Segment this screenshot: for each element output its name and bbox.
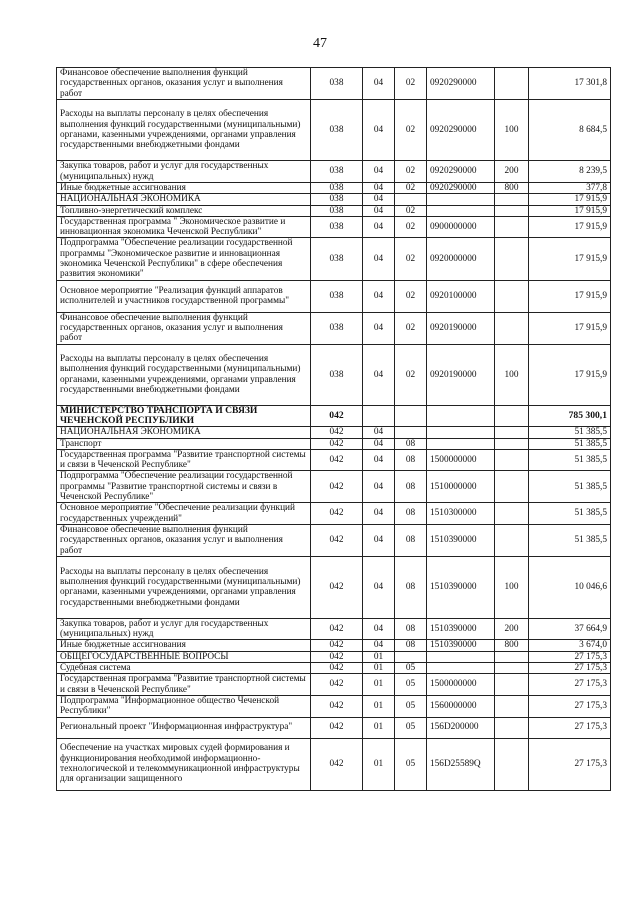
row-sum: 27 175,3 <box>529 651 611 662</box>
row-expense-type <box>495 238 529 280</box>
row-section: 04 <box>363 238 395 280</box>
row-name: ОБЩЕГОСУДАРСТВЕННЫЕ ВОПРОСЫ <box>57 651 311 662</box>
row-section: 04 <box>363 68 395 100</box>
row-target-article: 0920290000 <box>427 183 495 194</box>
row-name: Региональный проект "Информационная инфраструктура" <box>57 717 311 738</box>
row-code: 038 <box>311 344 363 405</box>
row-code: 042 <box>311 405 363 427</box>
row-section: 04 <box>363 100 395 161</box>
row-code: 042 <box>311 651 363 662</box>
row-section: 04 <box>363 205 395 216</box>
row-name: Транспорт <box>57 438 311 449</box>
row-section: 01 <box>363 674 395 696</box>
row-name: Закупка товаров, работ и услуг для государственных (муниципальных) нужд <box>57 618 311 640</box>
row-sum: 27 175,3 <box>529 674 611 696</box>
row-expense-type <box>495 194 529 205</box>
row-code: 038 <box>311 205 363 216</box>
row-section: 01 <box>363 663 395 674</box>
row-expense-type <box>495 280 529 312</box>
row-subsection: 02 <box>395 100 427 161</box>
table-row <box>57 618 611 640</box>
row-section: 04 <box>363 618 395 640</box>
row-sum: 51 385,5 <box>529 471 611 503</box>
row-expense-type: 100 <box>495 100 529 161</box>
row-code: 042 <box>311 640 363 651</box>
table-row <box>57 449 611 471</box>
row-name: НАЦИОНАЛЬНАЯ ЭКОНОМИКА <box>57 427 311 438</box>
row-subsection: 08 <box>395 618 427 640</box>
table-row <box>57 674 611 696</box>
row-subsection <box>395 427 427 438</box>
row-section: 04 <box>363 640 395 651</box>
row-name: Основное мероприятие "Обеспечение реализации функций государственных учреждений" <box>57 503 311 525</box>
row-subsection: 02 <box>395 183 427 194</box>
row-expense-type: 100 <box>495 344 529 405</box>
table-row <box>57 663 611 674</box>
row-code: 042 <box>311 471 363 503</box>
row-subsection: 05 <box>395 717 427 738</box>
row-code: 042 <box>311 717 363 738</box>
row-target-article <box>427 438 495 449</box>
row-expense-type <box>495 216 529 238</box>
row-name: Судебная система <box>57 663 311 674</box>
row-target-article: 1510390000 <box>427 640 495 651</box>
row-name: Финансовое обеспечение выполнения функций государственных органов, оказания услуг и выполнения работ <box>57 68 311 100</box>
table-row <box>57 717 611 738</box>
row-name: Финансовое обеспечение выполнения функций государственных органов, оказания услуг и выполнения работ <box>57 312 311 344</box>
row-expense-type <box>495 405 529 427</box>
table-row <box>57 194 611 205</box>
row-subsection: 05 <box>395 695 427 717</box>
table-row <box>57 640 611 651</box>
row-expense-type <box>495 68 529 100</box>
row-code: 042 <box>311 556 363 618</box>
row-target-article <box>427 205 495 216</box>
row-section: 04 <box>363 556 395 618</box>
row-section: 01 <box>363 695 395 717</box>
row-expense-type: 200 <box>495 161 529 183</box>
row-section: 04 <box>363 438 395 449</box>
row-target-article: 1510390000 <box>427 618 495 640</box>
row-sum: 51 385,5 <box>529 524 611 556</box>
row-subsection: 08 <box>395 449 427 471</box>
row-expense-type <box>495 312 529 344</box>
row-section: 04 <box>363 183 395 194</box>
row-section: 04 <box>363 471 395 503</box>
row-sum: 27 175,3 <box>529 663 611 674</box>
row-code: 042 <box>311 524 363 556</box>
table-row <box>57 183 611 194</box>
row-section: 04 <box>363 344 395 405</box>
row-sum: 27 175,3 <box>529 738 611 790</box>
row-section: 01 <box>363 738 395 790</box>
row-code: 042 <box>311 674 363 696</box>
table-row <box>57 100 611 161</box>
row-target-article <box>427 194 495 205</box>
row-subsection: 02 <box>395 238 427 280</box>
row-target-article: 1510000000 <box>427 471 495 503</box>
row-subsection: 08 <box>395 438 427 449</box>
row-sum: 17 915,9 <box>529 280 611 312</box>
row-subsection: 02 <box>395 344 427 405</box>
row-expense-type <box>495 524 529 556</box>
row-expense-type <box>495 471 529 503</box>
row-code: 042 <box>311 438 363 449</box>
table-row <box>57 68 611 100</box>
row-subsection: 05 <box>395 663 427 674</box>
row-subsection: 02 <box>395 216 427 238</box>
row-name: Подпрограмма "Обеспечение реализации государственной программы "Экономическое развитие и инновационная экономика Чеченской Республики" в сфере обеспечения развития экономики" <box>57 238 311 280</box>
page-number: 47 <box>313 36 327 51</box>
row-code: 038 <box>311 183 363 194</box>
table-row <box>57 216 611 238</box>
row-subsection: 05 <box>395 674 427 696</box>
row-code: 042 <box>311 663 363 674</box>
budget-table <box>56 67 611 791</box>
row-subsection: 08 <box>395 640 427 651</box>
row-sum: 17 915,9 <box>529 238 611 280</box>
row-section <box>363 405 395 427</box>
row-expense-type <box>495 717 529 738</box>
row-subsection <box>395 651 427 662</box>
row-target-article: 0920100000 <box>427 280 495 312</box>
row-name: Финансовое обеспечение выполнения функций государственных органов, оказания услуг и выполнения работ <box>57 524 311 556</box>
row-target-article: 1560000000 <box>427 695 495 717</box>
row-expense-type <box>495 738 529 790</box>
row-target-article: 156D200000 <box>427 717 495 738</box>
row-subsection: 02 <box>395 280 427 312</box>
row-code: 038 <box>311 194 363 205</box>
table-row <box>57 524 611 556</box>
budget-table-body <box>57 68 611 791</box>
row-sum: 8 239,5 <box>529 161 611 183</box>
row-code: 038 <box>311 100 363 161</box>
row-section: 04 <box>363 449 395 471</box>
table-row <box>57 471 611 503</box>
row-section: 04 <box>363 524 395 556</box>
table-row <box>57 280 611 312</box>
row-section: 04 <box>363 280 395 312</box>
row-expense-type <box>495 695 529 717</box>
row-code: 038 <box>311 68 363 100</box>
row-target-article <box>427 405 495 427</box>
row-name: Основное мероприятие "Реализация функций аппаратов исполнителей и участников государственной программы" <box>57 280 311 312</box>
row-name: Расходы на выплаты персоналу в целях обеспечения выполнения функций государственными (муниципальными) органами, казенными учреждениями, органами управления государственными внебюджетными фондами <box>57 556 311 618</box>
row-sum: 17 915,9 <box>529 205 611 216</box>
row-target-article <box>427 663 495 674</box>
row-expense-type: 800 <box>495 640 529 651</box>
row-target-article: 0920290000 <box>427 100 495 161</box>
table-row <box>57 438 611 449</box>
row-name: Закупка товаров, работ и услуг для государственных (муниципальных) нужд <box>57 161 311 183</box>
row-section: 04 <box>363 503 395 525</box>
row-name: Государственная программа " Экономическое развитие и инновационная экономика Чеченской Республики" <box>57 216 311 238</box>
table-row <box>57 205 611 216</box>
row-name: Иные бюджетные ассигнования <box>57 183 311 194</box>
row-expense-type <box>495 449 529 471</box>
table-row <box>57 161 611 183</box>
row-sum: 37 664,9 <box>529 618 611 640</box>
row-target-article <box>427 427 495 438</box>
row-code: 038 <box>311 238 363 280</box>
row-expense-type: 100 <box>495 556 529 618</box>
row-subsection: 05 <box>395 738 427 790</box>
row-sum: 17 915,9 <box>529 312 611 344</box>
row-subsection: 08 <box>395 471 427 503</box>
row-code: 042 <box>311 738 363 790</box>
row-sum: 3 674,0 <box>529 640 611 651</box>
row-name: МИНИСТЕРСТВО ТРАНСПОРТА И СВЯЗИ ЧЕЧЕНСКОЙ РЕСПУБЛИКИ <box>57 405 311 427</box>
row-expense-type <box>495 674 529 696</box>
row-subsection: 02 <box>395 312 427 344</box>
row-target-article: 0920290000 <box>427 68 495 100</box>
table-row <box>57 738 611 790</box>
row-sum: 10 046,6 <box>529 556 611 618</box>
row-sum: 27 175,3 <box>529 717 611 738</box>
row-target-article: 0920290000 <box>427 161 495 183</box>
row-code: 042 <box>311 503 363 525</box>
row-expense-type <box>495 427 529 438</box>
row-name: Подпрограмма "Информационное общество Чеченской Республики" <box>57 695 311 717</box>
row-target-article: 156D25589Q <box>427 738 495 790</box>
row-section: 01 <box>363 717 395 738</box>
row-section: 01 <box>363 651 395 662</box>
row-expense-type: 200 <box>495 618 529 640</box>
row-subsection: 08 <box>395 503 427 525</box>
row-code: 042 <box>311 449 363 471</box>
row-name: Государственная программа "Развитие транспортной системы и связи в Чеченской Республике" <box>57 674 311 696</box>
row-code: 038 <box>311 161 363 183</box>
row-section: 04 <box>363 194 395 205</box>
row-sum: 51 385,5 <box>529 438 611 449</box>
row-sum: 17 915,9 <box>529 194 611 205</box>
row-subsection: 02 <box>395 205 427 216</box>
table-row <box>57 651 611 662</box>
row-sum: 51 385,5 <box>529 449 611 471</box>
row-section: 04 <box>363 161 395 183</box>
row-name: Государственная программа "Развитие транспортной системы и связи в Чеченской Республике" <box>57 449 311 471</box>
table-row <box>57 344 611 405</box>
row-expense-type <box>495 503 529 525</box>
row-sum: 51 385,5 <box>529 503 611 525</box>
row-code: 038 <box>311 216 363 238</box>
row-code: 038 <box>311 280 363 312</box>
row-expense-type <box>495 438 529 449</box>
row-subsection: 02 <box>395 161 427 183</box>
row-expense-type <box>495 205 529 216</box>
row-target-article: 1500000000 <box>427 449 495 471</box>
row-sum: 785 300,1 <box>529 405 611 427</box>
row-name: НАЦИОНАЛЬНАЯ ЭКОНОМИКА <box>57 194 311 205</box>
row-section: 04 <box>363 216 395 238</box>
table-row <box>57 503 611 525</box>
row-expense-type <box>495 651 529 662</box>
row-sum: 377,8 <box>529 183 611 194</box>
row-subsection: 08 <box>395 524 427 556</box>
table-row <box>57 405 611 427</box>
row-subsection: 02 <box>395 68 427 100</box>
row-code: 042 <box>311 427 363 438</box>
row-sum: 51 385,5 <box>529 427 611 438</box>
row-name: Расходы на выплаты персоналу в целях обеспечения выполнения функций государственными (муниципальными) органами, казенными учреждениями, органами управления государственными внебюджетными фондами <box>57 344 311 405</box>
row-code: 038 <box>311 312 363 344</box>
row-section: 04 <box>363 312 395 344</box>
row-subsection <box>395 194 427 205</box>
row-target-article: 1510390000 <box>427 524 495 556</box>
row-target-article: 0900000000 <box>427 216 495 238</box>
row-name: Подпрограмма "Обеспечение реализации государственной программы "Развитие транспортной системы и связи в Чеченской Республике" <box>57 471 311 503</box>
row-sum: 8 684,5 <box>529 100 611 161</box>
row-target-article: 0920190000 <box>427 344 495 405</box>
row-subsection: 08 <box>395 556 427 618</box>
row-sum: 17 915,9 <box>529 216 611 238</box>
row-code: 042 <box>311 618 363 640</box>
row-target-article: 1510390000 <box>427 556 495 618</box>
row-target-article: 0920000000 <box>427 238 495 280</box>
row-expense-type <box>495 663 529 674</box>
row-sum: 27 175,3 <box>529 695 611 717</box>
row-name: Обеспечение на участках мировых судей формирования и функционирования необходимой информационно-технологической и телекоммуникационной инфраструктуры для организации защищенного <box>57 738 311 790</box>
table-row <box>57 427 611 438</box>
row-name: Иные бюджетные ассигнования <box>57 640 311 651</box>
row-code: 042 <box>311 695 363 717</box>
row-name: Расходы на выплаты персоналу в целях обеспечения выполнения функций государственными (муниципальными) органами, казенными учреждениями, органами управления государственными внебюджетными фондами <box>57 100 311 161</box>
row-sum: 17 301,8 <box>529 68 611 100</box>
table-row <box>57 312 611 344</box>
table-row <box>57 556 611 618</box>
row-target-article: 0920190000 <box>427 312 495 344</box>
row-section: 04 <box>363 427 395 438</box>
table-row <box>57 238 611 280</box>
row-target-article <box>427 651 495 662</box>
row-target-article: 1500000000 <box>427 674 495 696</box>
row-subsection <box>395 405 427 427</box>
row-expense-type: 800 <box>495 183 529 194</box>
row-sum: 17 915,9 <box>529 344 611 405</box>
row-target-article: 1510300000 <box>427 503 495 525</box>
row-name: Топливно-энергетический комплекс <box>57 205 311 216</box>
table-row <box>57 695 611 717</box>
